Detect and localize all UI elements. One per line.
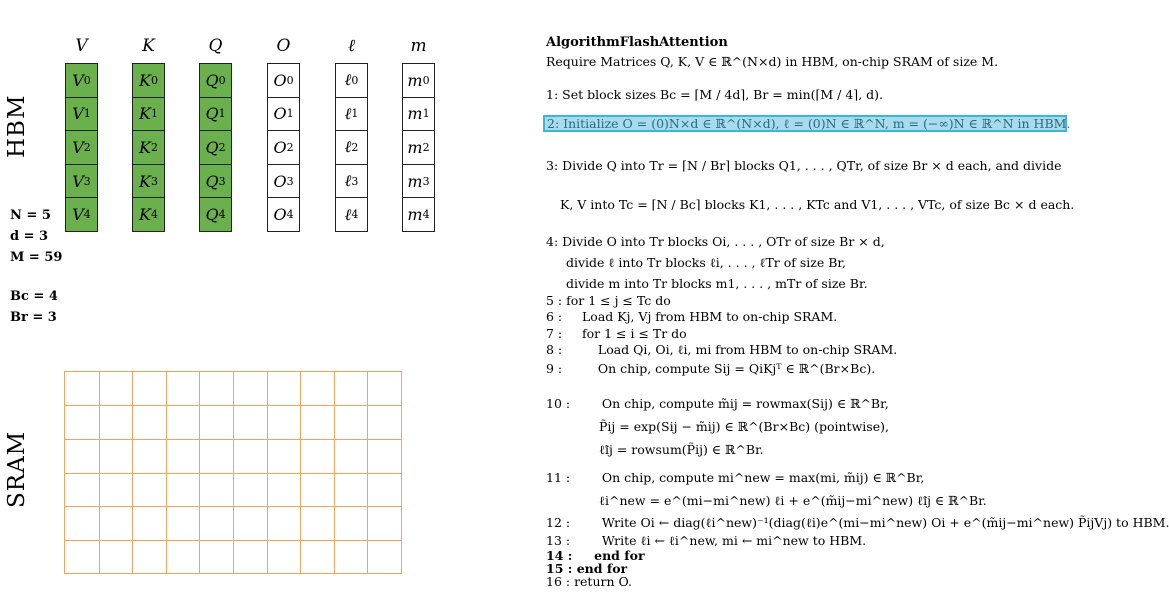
sram-grid-hline [65, 540, 401, 541]
step-11-line-1: 11 : On chip, compute mi^new = max(mi, m̃ij) ∈ ℝ^Br, [546, 470, 925, 485]
hbm-cell: K 2 [132, 130, 165, 165]
param-br: Br = 3 [10, 310, 57, 325]
hbm-cell: K 1 [132, 97, 165, 132]
sram-grid-hline [65, 405, 401, 406]
step-6: 6 : Load Kj, Vj from HBM to on-chip SRAM. [546, 309, 838, 324]
hbm-cell: O 1 [267, 97, 300, 132]
hbm-cell: m 3 [402, 164, 435, 199]
step-4-line-1: 4: Divide O into Tr blocks Oi, . . . , OTr of size Br × d, [546, 234, 885, 249]
param-m: M = 59 [10, 250, 63, 265]
hbm-cell: K 4 [132, 197, 165, 232]
hbm-cell: K 3 [132, 164, 165, 199]
param-d: d = 3 [10, 229, 49, 244]
hbm-cell: V 2 [65, 130, 98, 165]
sram-grid-hline [65, 506, 401, 507]
hbm-cell: ℓ 3 [335, 164, 368, 199]
hbm-cell: Q 1 [199, 97, 232, 132]
step-3-line-2: K, V into Tc = ⌈N / Bc⌉ blocks K1, . . . , KTc and V1, . . . , VTc, of size Bc × d each. [560, 197, 1075, 212]
hbm-label: HBM [4, 94, 30, 158]
step-8: 8 : Load Qi, Oi, ℓi, mi from HBM to on-chip SRAM. [546, 342, 898, 357]
hbm-cell: O 0 [267, 63, 300, 98]
hbm-cell: ℓ 4 [335, 197, 368, 232]
algorithm-require: Require Matrices Q, K, V ∈ ℝ^(N×d) in HBM, on-chip SRAM of size M. [546, 54, 999, 69]
hbm-cell: V 0 [65, 63, 98, 98]
hbm-cell: m 2 [402, 130, 435, 165]
step-4-line-3: divide m into Tr blocks m1, . . . , mTr of size Br. [566, 276, 868, 291]
sram-grid-hline [65, 439, 401, 440]
hbm-column-head-5: m [410, 36, 427, 56]
step-10-line-1: 10 : On chip, compute m̃ij = rowmax(Sij) ∈ ℝ^Br, [546, 396, 889, 411]
hbm-cell: m 0 [402, 63, 435, 98]
hbm-column-head-0: V [75, 36, 88, 56]
sram-grid-hline [65, 473, 401, 474]
hbm-cell: Q 3 [199, 164, 232, 199]
step-10-line-3: ℓ̃ij = rowsum(P̃ij) ∈ ℝ^Br. [599, 442, 764, 457]
step-2: 2: Initialize O = (0)N×d ∈ ℝ^(N×d), ℓ = (0)N ∈ ℝ^N, m = (−∞)N ∈ ℝ^N in HBM. [547, 116, 1071, 131]
hbm-cell: ℓ 1 [335, 97, 368, 132]
step-3-line-1: 3: Divide Q into Tr = ⌈N / Br⌉ blocks Q1, . . . , QTr, of size Br × d each, and divide [546, 158, 1062, 173]
hbm-cell: V 3 [65, 164, 98, 199]
hbm-column-head-1: K [142, 36, 155, 56]
hbm-column-head-2: Q [208, 36, 223, 56]
step-1: 1: Set block sizes Bc = ⌈M / 4d⌉, Br = min(⌈M / 4⌉, d). [546, 87, 883, 102]
hbm-cell: V 1 [65, 97, 98, 132]
hbm-cell: Q 4 [199, 197, 232, 232]
param-bc: Bc = 4 [10, 289, 58, 304]
hbm-cell: V 4 [65, 197, 98, 232]
hbm-cell: m 1 [402, 97, 435, 132]
sram-grid [64, 371, 402, 574]
hbm-column-head-4: ℓ [347, 36, 356, 56]
step-10-line-2: P̃ij = exp(Sij − m̃ij) ∈ ℝ^(Br×Bc) (pointwise), [599, 419, 889, 434]
hbm-cell: O 2 [267, 130, 300, 165]
hbm-cell: ℓ 0 [335, 63, 368, 98]
step-7: 7 : for 1 ≤ i ≤ Tr do [546, 326, 687, 341]
step-11-line-2: ℓi^new = e^(mi−mi^new) ℓi + e^(m̃ij−mi^new) ℓ̃ij ∈ ℝ^Br. [599, 493, 987, 508]
hbm-cell: O 4 [267, 197, 300, 232]
param-n: N = 5 [10, 208, 51, 223]
hbm-cell: O 3 [267, 164, 300, 199]
hbm-cell: Q 0 [199, 63, 232, 98]
hbm-cell: Q 2 [199, 130, 232, 165]
step-4-line-2: divide ℓ into Tr blocks ℓi, . . . , ℓTr of size Br, [566, 255, 846, 270]
hbm-column-head-3: O [276, 36, 291, 56]
step-16: 16 : return O. [546, 574, 632, 589]
sram-label: SRAM [4, 430, 30, 508]
step-15: 15 : end for [546, 561, 628, 576]
hbm-cell: K 0 [132, 63, 165, 98]
hbm-cell: m 4 [402, 197, 435, 232]
hbm-cell: ℓ 2 [335, 130, 368, 165]
algorithm-title: AlgorithmFlashAttention [546, 35, 728, 50]
step-9: 9 : On chip, compute Sij = QiKjᵀ ∈ ℝ^(Br×Bc). [546, 361, 876, 376]
step-12: 12 : Write Oi ← diag(ℓi^new)⁻¹(diag(ℓi)e^(mi−mi^new) Oi + e^(m̃ij−mi^new) P̃ijVj) to HBM. [546, 515, 1169, 530]
step-14: 14 : end for [546, 548, 645, 563]
step-5: 5 : for 1 ≤ j ≤ Tc do [546, 293, 671, 308]
step-13: 13 : Write ℓi ← ℓi^new, mi ← mi^new to HBM. [546, 533, 867, 548]
